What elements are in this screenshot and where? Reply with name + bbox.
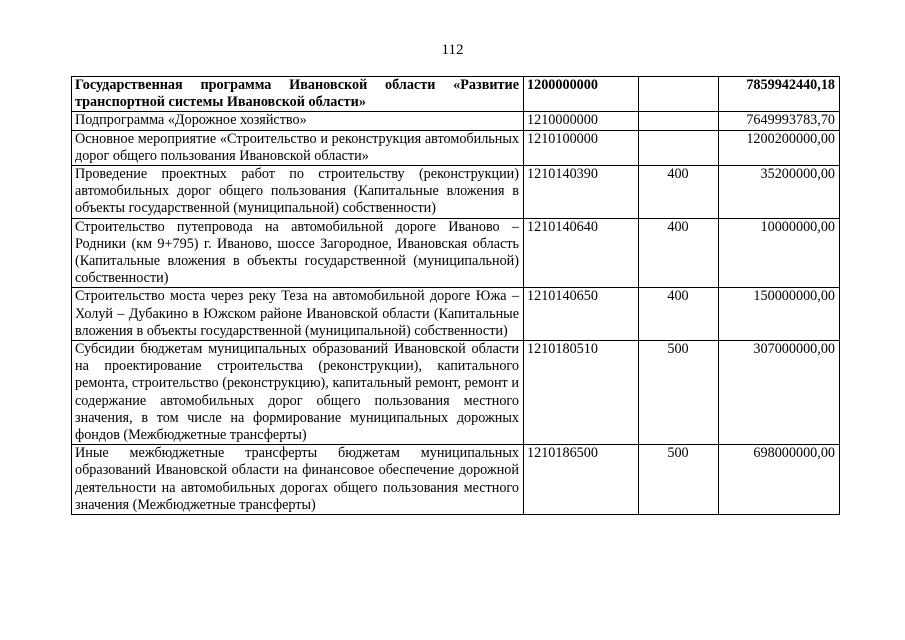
row-expense-type-cell: 500 bbox=[639, 445, 719, 515]
budget-table bbox=[71, 76, 840, 515]
row-code-cell: 1210180510 bbox=[524, 341, 639, 445]
row-name-cell: Проведение проектных работ по строительству (реконструкции) автомобильных дорог общего пользования (Капитальные вложения в объекты государственной (муниципальной) собственности) bbox=[72, 166, 524, 219]
page-number: 112 bbox=[441, 42, 464, 58]
row-code-cell: 1210140650 bbox=[524, 288, 639, 341]
row-name-cell: Строительство моста через реку Теза на автомобильной дороге Южа – Холуй – Дубакино в Южском районе Ивановской области (Капитальные вложения в объекты государственной (муниципальной) собственности) bbox=[72, 288, 524, 341]
row-amount-cell: 7859942440,18 bbox=[719, 77, 840, 112]
row-amount-cell: 10000000,00 bbox=[719, 218, 840, 288]
row-amount-cell: 307000000,00 bbox=[719, 341, 840, 445]
row-amount-cell: 150000000,00 bbox=[719, 288, 840, 341]
row-expense-type-cell: 500 bbox=[639, 341, 719, 445]
row-amount-cell: 1200200000,00 bbox=[719, 130, 840, 165]
row-expense-type-cell: 400 bbox=[639, 166, 719, 219]
table-row bbox=[72, 166, 840, 219]
row-code-cell: 1210000000 bbox=[524, 112, 639, 130]
row-name-cell: Иные межбюджетные трансферты бюджетам муниципальных образований Ивановской области на финансовое обеспечение дорожной деятельности на автомобильных дорогах общего пользования местного значения (Межбюджетные трансферты) bbox=[72, 445, 524, 515]
table-row bbox=[72, 130, 840, 165]
table-row bbox=[72, 77, 840, 112]
row-amount-cell: 7649993783,70 bbox=[719, 112, 840, 130]
row-name-cell: Строительство путепровода на автомобильной дороге Иваново – Родники (км 9+795) г. Иваново, шоссе Загородное, Ивановская область (Капитальные вложения в объекты государственной (муниципальной) собственности) bbox=[72, 218, 524, 288]
row-name-cell: Государственная программа Ивановской области «Развитие транспортной системы Ивановской области» bbox=[72, 77, 524, 112]
row-expense-type-cell: 400 bbox=[639, 288, 719, 341]
table-row bbox=[72, 445, 840, 515]
table-row bbox=[72, 341, 840, 445]
row-expense-type-cell bbox=[639, 77, 719, 112]
budget-table-body bbox=[72, 77, 840, 515]
table-row bbox=[72, 288, 840, 341]
row-code-cell: 1210100000 bbox=[524, 130, 639, 165]
row-expense-type-cell bbox=[639, 112, 719, 130]
row-name-cell: Основное мероприятие «Строительство и реконструкция автомобильных дорог общего пользования Ивановской области» bbox=[72, 130, 524, 165]
row-expense-type-cell: 400 bbox=[639, 218, 719, 288]
row-code-cell: 1210140390 bbox=[524, 166, 639, 219]
row-code-cell: 1200000000 bbox=[524, 77, 639, 112]
row-name-cell: Субсидии бюджетам муниципальных образований Ивановской области на проектирование строительства (реконструкции), капитального ремонта, строительство (реконструкцию), капитальный ремонт, ремонт и содержание автомобильных дорог общего пользования местного значения, в том числе на формирование муниципальных дорожных фондов (Межбюджетные трансферты) bbox=[72, 341, 524, 445]
row-expense-type-cell bbox=[639, 130, 719, 165]
row-code-cell: 1210140640 bbox=[524, 218, 639, 288]
table-row bbox=[72, 218, 840, 288]
row-code-cell: 1210186500 bbox=[524, 445, 639, 515]
row-amount-cell: 698000000,00 bbox=[719, 445, 840, 515]
row-name-cell: Подпрограмма «Дорожное хозяйство» bbox=[72, 112, 524, 130]
row-amount-cell: 35200000,00 bbox=[719, 166, 840, 219]
table-row bbox=[72, 112, 840, 130]
